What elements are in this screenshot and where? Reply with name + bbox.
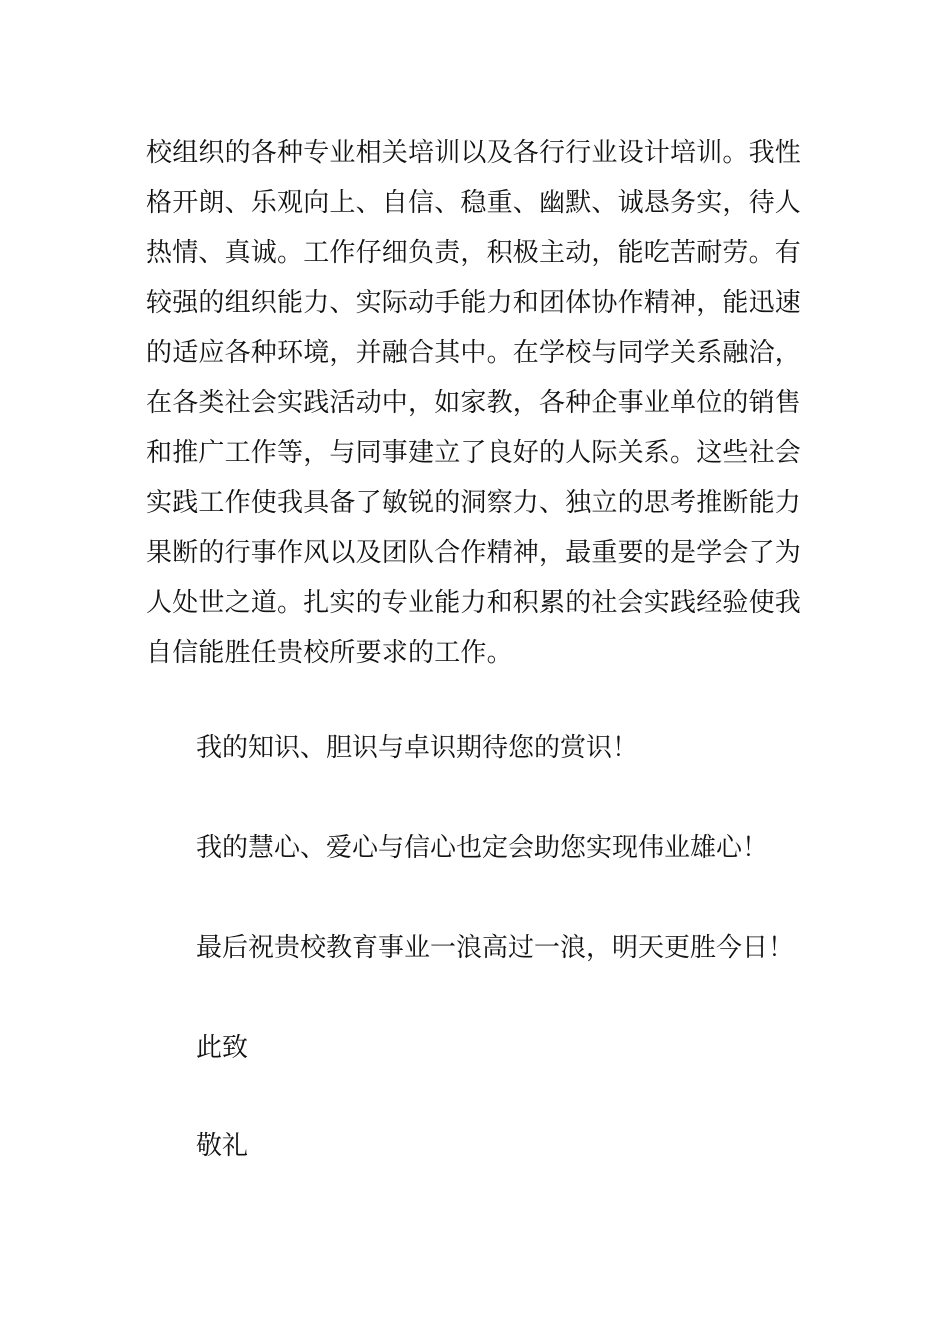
paragraph-line: 校组织的各种专业相关培训以及各行行业设计培训。我性 — [146, 138, 802, 168]
paragraph-line: 果断的行事作风以及团队合作精神，最重要的是学会了为 — [146, 538, 802, 568]
closing-line-wishes: 最后祝贵校教育事业一浪高过一浪，明天更胜今日！ — [196, 933, 795, 963]
body-paragraph — [146, 128, 826, 678]
closing-line-heart: 我的慧心、爱心与信心也定会助您实现伟业雄心！ — [196, 833, 769, 863]
paragraph-line: 的适应各种环境，并融合其中。在学校与同学关系融洽， — [146, 338, 802, 368]
paragraph-line: 自信能胜任贵校所要求的工作。 — [146, 638, 513, 668]
paragraph-line: 实践工作使我具备了敏锐的洞察力、独立的思考推断能力 — [146, 488, 802, 518]
closing-line-knowledge: 我的知识、胆识与卓识期待您的赏识！ — [196, 733, 639, 763]
salutation-cizhi: 此致 — [196, 1033, 249, 1063]
paragraph-line: 在各类社会实践活动中，如家教，各种企事业单位的销售 — [146, 388, 802, 418]
paragraph-line: 人处世之道。扎实的专业能力和积累的社会实践经验使我 — [146, 588, 802, 618]
paragraph-line: 热情、真诚。工作仔细负责，积极主动，能吃苦耐劳。有 — [146, 238, 802, 268]
paragraph-line: 格开朗、乐观向上、自信、稳重、幽默、诚恳务实，待人 — [146, 188, 802, 218]
paragraph-line: 较强的组织能力、实际动手能力和团体协作精神，能迅速 — [146, 288, 802, 318]
salutation-jingli: 敬礼 — [196, 1131, 249, 1161]
paragraph-line: 和推广工作等，与同事建立了良好的人际关系。这些社会 — [146, 438, 802, 468]
